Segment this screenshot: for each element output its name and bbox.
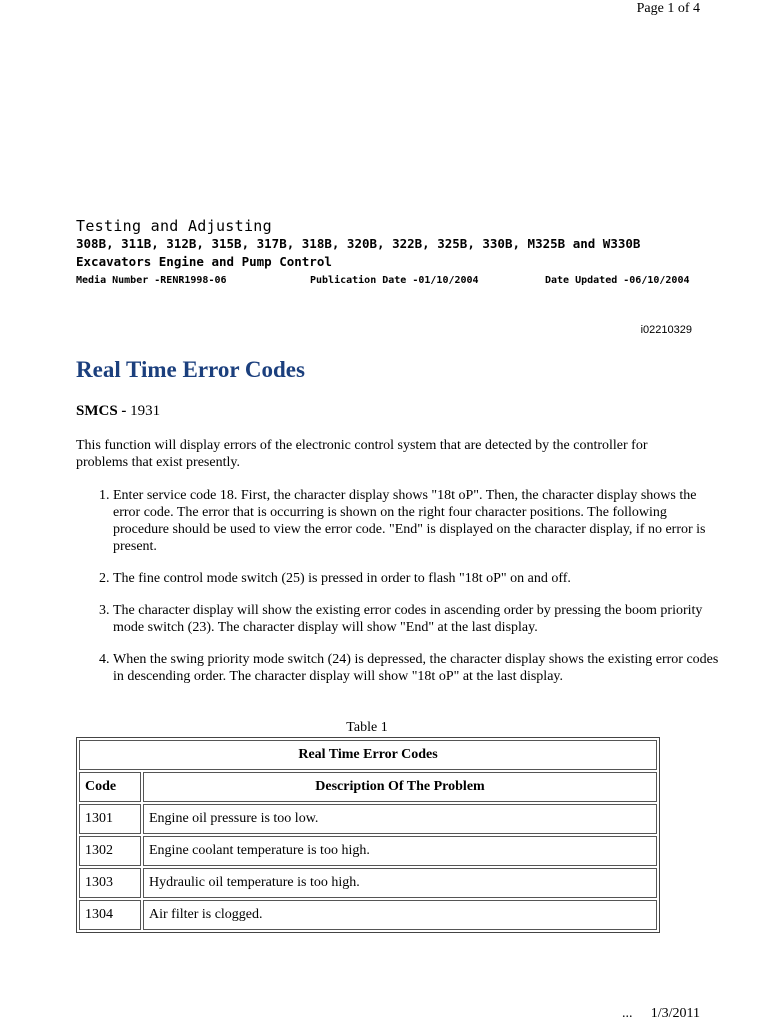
table-caption: Table 1 [346, 720, 388, 735]
model-list: 308B, 311B, 312B, 315B, 317B, 318B, 320B, 322B, 325B, 330B, M325B and W330B [76, 236, 641, 251]
column-header-code: Code [79, 772, 141, 802]
step-item: 3. The character display will show the existing error codes in ascending order by pressing the boom priority mode switch (23). The character display will show "End" at the last display. [113, 602, 725, 636]
description-cell: Hydraulic oil temperature is too high. [143, 868, 657, 898]
table-row [79, 868, 657, 898]
procedure-steps [76, 487, 725, 700]
step-item: 4. When the swing priority mode switch (24) is depressed, the character display shows the existing error codes in descending order. The character display will show "18t oP" at the last display. [113, 651, 725, 685]
table-title-row [79, 740, 657, 770]
column-header-description: Description Of The Problem [143, 772, 657, 802]
code-cell: 1304 [79, 900, 141, 930]
code-cell: 1303 [79, 868, 141, 898]
table-header-row [79, 772, 657, 802]
smcs-line [76, 403, 160, 420]
intro-paragraph: This function will display errors of the electronic control system that are detected by the controller for problems that exist presently. [76, 438, 648, 470]
footer-date: 1/3/2011 [650, 1006, 700, 1021]
step-item: 1. Enter service code 18. First, the character display shows "18t oP". Then, the character display shows the error code. The error that is occurring is shown on the right four character positions. The following procedure should be used to view the error code. "End" is displayed on the character display, if no error is present. [113, 487, 725, 555]
code-cell: 1302 [79, 836, 141, 866]
description-cell: Engine oil pressure is too low. [143, 804, 657, 834]
footer-ellipsis: ... [622, 1006, 633, 1021]
error-code-table [76, 737, 660, 933]
table-row [79, 836, 657, 866]
publication-date: Publication Date -01/10/2004 [310, 275, 479, 286]
description-cell: Engine coolant temperature is too high. [143, 836, 657, 866]
smcs-value: 1931 [130, 403, 161, 419]
step-item: 2. The fine control mode switch (25) is pressed in order to flash "18t oP" on and off. [113, 570, 725, 587]
code-cell: 1301 [79, 804, 141, 834]
table-row [79, 804, 657, 834]
smcs-label: SMCS - [76, 403, 127, 419]
table-title: Real Time Error Codes [79, 740, 657, 770]
page-title: Real Time Error Codes [76, 357, 305, 382]
description-cell: Air filter is clogged. [143, 900, 657, 930]
page-indicator: Page 1 of 4 [636, 1, 700, 16]
media-number: Media Number -RENR1998-06 [76, 275, 227, 286]
date-updated: Date Updated -06/10/2004 [545, 275, 690, 286]
table-row [79, 900, 657, 930]
document-subtitle: Excavators Engine and Pump Control [76, 254, 332, 269]
section-title: Testing and Adjusting [76, 217, 272, 235]
document-id: i02210329 [640, 324, 692, 336]
